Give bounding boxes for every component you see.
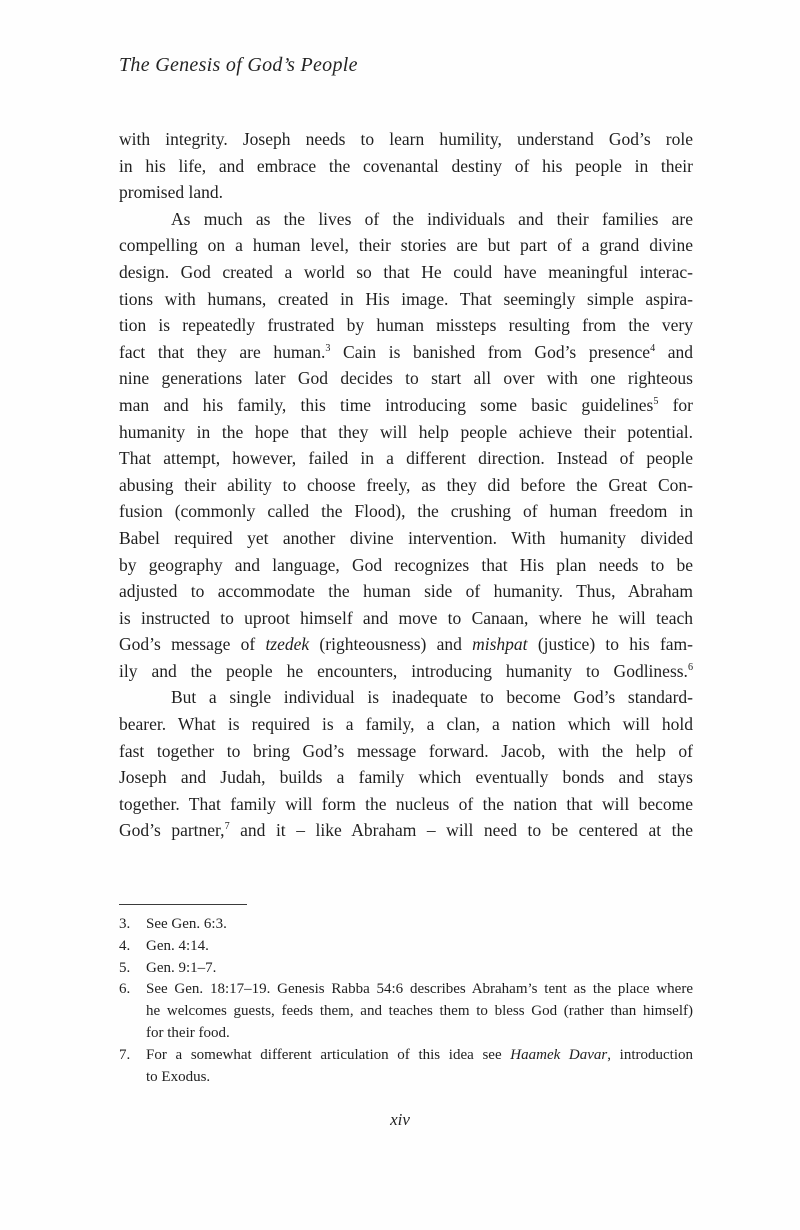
footnote-separator: [119, 904, 247, 905]
footnote: [119, 958, 693, 980]
footnote-number: 6.: [119, 981, 131, 998]
text-line: compelling on a human level, their stories are but part of a grand divine: [119, 235, 693, 256]
footnote-number: 4.: [119, 937, 131, 954]
text-line: Babel required yet another divine intervention. With humanity divided: [119, 527, 693, 548]
running-header: The Genesis of God’s People: [119, 54, 358, 76]
text-line: nine generations later God decides to start all over with one righteous: [119, 368, 693, 389]
text-line: fast together to bring God’s message forward. Jacob, with the help of: [119, 740, 693, 761]
text-line: fusion (commonly called the Flood), the crushing of human freedom in: [119, 501, 693, 522]
footnote-reference: 4: [650, 342, 656, 354]
footnote-reference: 6: [687, 661, 693, 673]
footnote-text: [146, 979, 693, 1044]
text-line: That attempt, however, failed in a different direction. Instead of people: [119, 448, 693, 469]
text-line: man and his family, this time introducing some basic guidelines$^5$ for: [119, 394, 694, 415]
footnote: [119, 979, 693, 1044]
text-line: God’s message of tzedek (righteousness) and mishpat (justice) to his fam-: [119, 634, 693, 655]
footnote-text: [146, 914, 693, 936]
page-number: xiv: [390, 1110, 410, 1129]
text-line: in his life, and embrace the covenantal destiny of his people in their: [119, 155, 693, 176]
footnote-text: [146, 936, 693, 958]
footnote-number: 5.: [119, 959, 131, 976]
footnotes: [119, 914, 693, 1088]
text-line: design. God created a world so that He could have meaningful interac-: [119, 261, 693, 282]
text-line: by geography and language, God recognizes that His plan needs to be: [119, 554, 693, 575]
paragraph: [119, 684, 693, 844]
footnote: [119, 914, 693, 936]
body-text: [119, 126, 693, 844]
text-line: As much as the lives of the individuals and their families are: [171, 208, 693, 229]
text-line: adjusted to accommodate the human side of humanity. Thus, Abraham: [119, 581, 693, 602]
text-line: For a somewhat different articulation of this idea see Haamek Davar, introduction: [146, 1046, 694, 1063]
footnote-number: 3.: [119, 916, 131, 932]
footnote-number: 7.: [119, 1046, 131, 1063]
text-line: for their food.: [146, 1024, 230, 1041]
footnote: [119, 1045, 693, 1089]
text-line: he welcomes guests, feeds them, and teaches them to bless God (rather than himself): [146, 1003, 693, 1020]
text-line: Gen. 9:1–7.: [146, 959, 217, 976]
footnote-reference: 5: [653, 395, 659, 407]
text-line: is instructed to uproot himself and move to Canaan, where he will teach: [119, 607, 693, 628]
text-line: to Exodus.: [146, 1068, 211, 1085]
footnote-text: [146, 958, 693, 980]
text-line: together. That family will form the nucleus of the nation that will become: [119, 793, 693, 814]
footnote-reference: 3: [325, 342, 331, 354]
text-line: God’s partner,$^7$ and it – like Abraham – will need to be centered at the: [119, 820, 693, 841]
footnote: [119, 936, 693, 958]
paragraph: [119, 206, 693, 685]
text-line: promised land.: [119, 182, 224, 203]
text-line: humanity in the hope that they will help people achieve their potential.: [119, 421, 693, 442]
text-line: See Gen. 18:17–19. Genesis Rabba 54:6 describes Abraham’s tent as the place where: [146, 981, 693, 998]
text-line: ily and the people he encounters, introducing humanity to Godliness.$^6$: [119, 660, 693, 681]
text-line: abusing their ability to choose freely, as they did before the Great Con-: [119, 474, 693, 495]
text-line: with integrity. Joseph needs to learn humility, understand God’s role: [119, 129, 693, 149]
text-line: But a single individual is inadequate to become God’s standard-: [171, 687, 693, 708]
text-line: fact that they are human.$^3$ Cain is banished from God’s presence$^4$ and: [119, 341, 693, 362]
text-line: Joseph and Judah, builds a family which eventually bonds and stays: [119, 767, 693, 788]
footnote-text: [146, 1045, 693, 1089]
footnote-reference: 7: [224, 821, 230, 833]
text-line: bearer. What is required is a family, a clan, a nation which will hold: [119, 714, 693, 735]
paragraph: [119, 126, 693, 206]
text-line: tions with humans, created in His image. That seemingly simple aspira-: [119, 288, 693, 309]
text-line: Gen. 4:14.: [146, 937, 209, 954]
text-line: tion is repeatedly frustrated by human missteps resulting from the very: [119, 315, 693, 336]
text-line: See Gen. 6:3.: [146, 916, 227, 932]
